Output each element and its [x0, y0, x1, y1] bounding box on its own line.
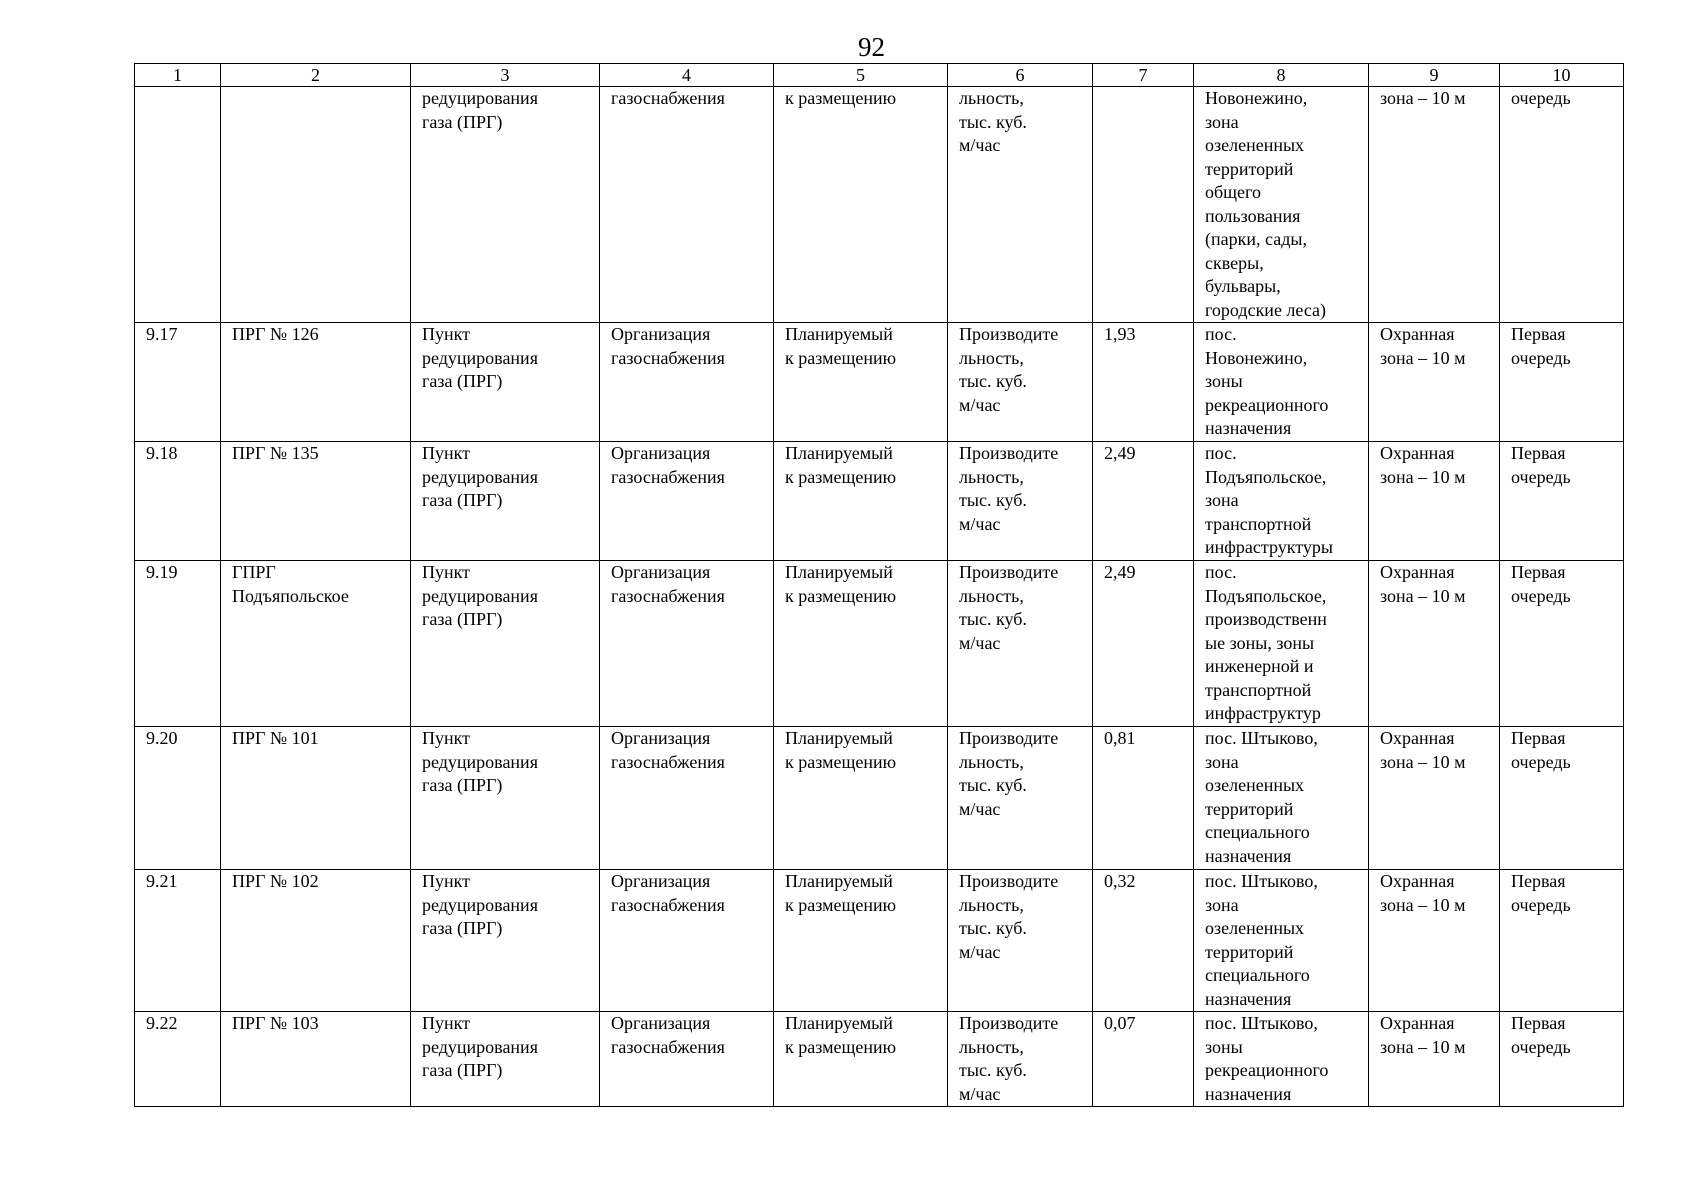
cell-status: Планируемый к размещению — [774, 1012, 948, 1107]
header-row — [135, 64, 1624, 87]
cell-characteristic: Производите льность, тыс. куб. м/час — [948, 1012, 1093, 1107]
cell-type: Пункт редуцирования газа (ПРГ) — [411, 870, 600, 1012]
table-row — [135, 870, 1624, 1012]
cell-stage: Первая очередь — [1500, 870, 1624, 1012]
cell-purpose: Организация газоснабжения — [600, 870, 774, 1012]
cell-number: 9.21 — [135, 870, 221, 1012]
header-cell-4: 4 — [600, 64, 774, 87]
cell-number: 9.22 — [135, 1012, 221, 1107]
cell-location: пос. Штыково, зона озелененных территорий специального назначения — [1194, 870, 1369, 1012]
header-cell-8: 8 — [1194, 64, 1369, 87]
cell-purpose: Организация газоснабжения — [600, 323, 774, 442]
cell-value: 2,49 — [1093, 561, 1194, 727]
cell-status: Планируемый к размещению — [774, 442, 948, 561]
cell-location: пос. Подъяпольское, зона транспортной инфраструктуры — [1194, 442, 1369, 561]
header-cell-2: 2 — [221, 64, 411, 87]
page-number: 92 — [858, 32, 885, 62]
cell-stage: Первая очередь — [1500, 561, 1624, 727]
cell-stage: Первая очередь — [1500, 1012, 1624, 1107]
table-row — [135, 727, 1624, 870]
cell-status: Планируемый к размещению — [774, 870, 948, 1012]
cell-value — [1093, 87, 1194, 323]
cell-stage: Первая очередь — [1500, 323, 1624, 442]
cell-purpose: газоснабжения — [600, 87, 774, 323]
cell-number: 9.19 — [135, 561, 221, 727]
cell-name — [221, 87, 411, 323]
header-cell-10: 10 — [1500, 64, 1624, 87]
table-row — [135, 561, 1624, 727]
cell-purpose: Организация газоснабжения — [600, 1012, 774, 1107]
table-row — [135, 442, 1624, 561]
cell-type: Пункт редуцирования газа (ПРГ) — [411, 561, 600, 727]
cell-status: к размещению — [774, 87, 948, 323]
table-row — [135, 323, 1624, 442]
header-cell-7: 7 — [1093, 64, 1194, 87]
cell-location: пос. Штыково, зоны рекреационного назначения — [1194, 1012, 1369, 1107]
header-cell-3: 3 — [411, 64, 600, 87]
cell-location: Новонежино, зона озелененных территорий общего пользования (парки, сады, скверы, бульвары, городские леса) — [1194, 87, 1369, 323]
cell-number: 9.17 — [135, 323, 221, 442]
cell-stage: очередь — [1500, 87, 1624, 323]
cell-type: Пункт редуцирования газа (ПРГ) — [411, 442, 600, 561]
cell-zone: Охранная зона – 10 м — [1369, 561, 1500, 727]
cell-zone: Охранная зона – 10 м — [1369, 727, 1500, 870]
cell-value: 0,81 — [1093, 727, 1194, 870]
cell-characteristic: Производите льность, тыс. куб. м/час — [948, 870, 1093, 1012]
header-cell-6: 6 — [948, 64, 1093, 87]
cell-status: Планируемый к размещению — [774, 561, 948, 727]
cell-characteristic: Производите льность, тыс. куб. м/час — [948, 323, 1093, 442]
table-row — [135, 1012, 1624, 1107]
cell-characteristic: Производите льность, тыс. куб. м/час — [948, 442, 1093, 561]
cell-value: 2,49 — [1093, 442, 1194, 561]
cell-characteristic: Производите льность, тыс. куб. м/час — [948, 561, 1093, 727]
cell-characteristic: льность, тыс. куб. м/час — [948, 87, 1093, 323]
cell-zone: Охранная зона – 10 м — [1369, 323, 1500, 442]
cell-location: пос. Штыково, зона озелененных территорий специального назначения — [1194, 727, 1369, 870]
header-cell-5: 5 — [774, 64, 948, 87]
cell-number: 9.20 — [135, 727, 221, 870]
table-row — [135, 87, 1624, 323]
cell-name: ПРГ № 135 — [221, 442, 411, 561]
cell-value: 1,93 — [1093, 323, 1194, 442]
header-cell-1: 1 — [135, 64, 221, 87]
cell-name: ПРГ № 101 — [221, 727, 411, 870]
cell-purpose: Организация газоснабжения — [600, 727, 774, 870]
cell-stage: Первая очередь — [1500, 442, 1624, 561]
data-table — [134, 63, 1624, 1107]
header-cell-9: 9 — [1369, 64, 1500, 87]
cell-purpose: Организация газоснабжения — [600, 442, 774, 561]
cell-value: 0,07 — [1093, 1012, 1194, 1107]
cell-type: редуцирования газа (ПРГ) — [411, 87, 600, 323]
cell-number: 9.18 — [135, 442, 221, 561]
cell-name: ПРГ № 126 — [221, 323, 411, 442]
cell-value: 0,32 — [1093, 870, 1194, 1012]
cell-name: ПРГ № 103 — [221, 1012, 411, 1107]
cell-stage: Первая очередь — [1500, 727, 1624, 870]
cell-number — [135, 87, 221, 323]
cell-name: ГПРГ Подъяпольское — [221, 561, 411, 727]
cell-type: Пункт редуцирования газа (ПРГ) — [411, 323, 600, 442]
cell-zone: Охранная зона – 10 м — [1369, 1012, 1500, 1107]
cell-location: пос. Новонежино, зоны рекреационного назначения — [1194, 323, 1369, 442]
cell-status: Планируемый к размещению — [774, 727, 948, 870]
cell-name: ПРГ № 102 — [221, 870, 411, 1012]
cell-zone: Охранная зона – 10 м — [1369, 442, 1500, 561]
cell-type: Пункт редуцирования газа (ПРГ) — [411, 727, 600, 870]
cell-status: Планируемый к размещению — [774, 323, 948, 442]
cell-characteristic: Производите льность, тыс. куб. м/час — [948, 727, 1093, 870]
cell-location: пос. Подъяпольское, производственн ые зоны, зоны инженерной и транспортной инфраструктур — [1194, 561, 1369, 727]
cell-purpose: Организация газоснабжения — [600, 561, 774, 727]
cell-zone: зона – 10 м — [1369, 87, 1500, 323]
cell-zone: Охранная зона – 10 м — [1369, 870, 1500, 1012]
cell-type: Пункт редуцирования газа (ПРГ) — [411, 1012, 600, 1107]
